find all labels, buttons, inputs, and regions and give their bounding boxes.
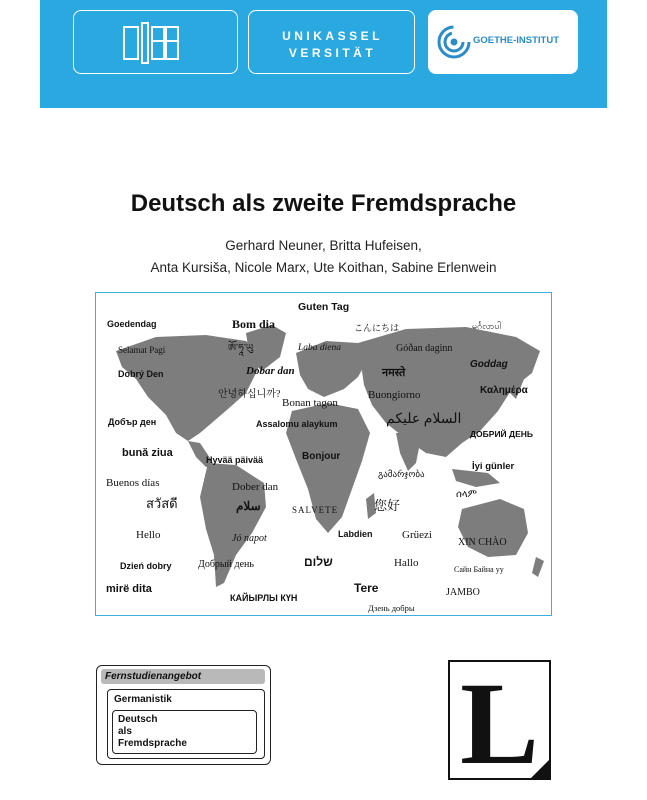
- greeting-label: Дзень добры: [368, 603, 415, 613]
- greeting-label: Bom dia: [232, 317, 276, 331]
- uni-kassel-text: UNIKASSEL VERSITÄT: [282, 29, 383, 60]
- greeting-label: SALVETE: [292, 505, 339, 515]
- page-fold-icon: [529, 758, 551, 780]
- greeting-label: Laba diena: [298, 343, 342, 353]
- greeting-label: السلام عليكم: [386, 412, 462, 427]
- greeting-label: ሰላም: [456, 489, 478, 500]
- greeting-label: 您好: [374, 498, 401, 513]
- greeting-label: Góðan daginn: [396, 343, 453, 354]
- greeting-label: გამარჯობა: [378, 469, 425, 479]
- study-box-line: als: [118, 726, 132, 737]
- greeting-label: ДОБРИЙ ДЕНЬ: [470, 429, 533, 439]
- greeting-label: שלום: [304, 555, 333, 569]
- difuni-logo-icon: [122, 21, 182, 65]
- difuni-logo: [73, 10, 238, 74]
- greeting-label: Dobrý Den: [118, 369, 164, 379]
- greeting-label: XIN CHÀO: [458, 537, 507, 548]
- greeting-label: नमस्ते: [382, 367, 406, 379]
- greeting-label: KIA ORA: [200, 431, 237, 441]
- greeting-label: mirë dita: [106, 583, 152, 595]
- greeting-label: 안녕하십니까?: [218, 389, 281, 400]
- greeting-label: Tere: [354, 581, 379, 595]
- greeting-label: Сайн Байна уу: [454, 565, 504, 574]
- greeting-label: Buongiorno: [368, 389, 421, 401]
- greeting-label: Hello: [136, 529, 161, 541]
- book-title: Deutsch als zweite Fremdsprache: [130, 190, 517, 217]
- greeting-label: Dober dan: [232, 481, 279, 493]
- header-bar: [40, 0, 607, 108]
- greeting-label: سلام: [236, 499, 261, 513]
- greeting-label: JAMBO: [446, 587, 480, 598]
- study-box-line: Deutsch: [118, 714, 158, 725]
- greeting-label: КАЙЫРЛЫ КҮН: [230, 593, 298, 603]
- greeting-label: Bonan tagon: [282, 397, 338, 409]
- greeting-label: Добър ден: [108, 417, 157, 427]
- greeting-label: İyi günler: [472, 461, 515, 472]
- study-box-label: Germanistik: [114, 694, 172, 705]
- goethe-swirl-icon: [437, 25, 471, 59]
- goethe-institut-text: GOETHE-INSTITUT: [473, 35, 560, 46]
- greeting-label: Buenos días: [106, 477, 160, 489]
- greeting-label: Guten Tag: [298, 301, 350, 313]
- greeting-label: Dobar dan: [246, 365, 295, 377]
- greeting-label: bună ziua: [122, 447, 173, 459]
- goethe-logo: [428, 10, 578, 74]
- greeting-label: Добрый день: [198, 559, 254, 570]
- world-map-illustration: [95, 292, 552, 616]
- langenscheidt-l-letter: L: [460, 658, 539, 789]
- study-box-germanistik: [107, 689, 265, 759]
- study-box-line: Fremdsprache: [118, 738, 187, 749]
- greeting-label: Bonjour: [302, 451, 341, 462]
- greeting-label: Dzień dobry: [120, 561, 172, 571]
- greeting-label: Jó napot: [232, 533, 267, 544]
- authors-line-2: Anta Kursiša, Nicole Marx, Ute Koithan, Sabine Erlenwein: [150, 260, 497, 275]
- greeting-label: Hallo: [394, 557, 419, 569]
- greeting-label: Hyvää päivää: [206, 455, 264, 465]
- uni-kassel-logo: [248, 10, 415, 74]
- greeting-label: မင်္ဂလာပါ: [472, 321, 502, 331]
- greeting-label: Grüezi: [402, 529, 432, 541]
- greeting-label: Goddag: [470, 359, 508, 370]
- langenscheidt-logo: [448, 658, 551, 789]
- greeting-label: Selamat Pagi: [118, 345, 166, 355]
- greeting-label: Goedendag: [107, 319, 157, 329]
- greeting-label: Labdien: [338, 529, 373, 539]
- greeting-label: สวัสดี: [146, 496, 178, 511]
- authors-line-1: Gerhard Neuner, Britta Hufeisen,: [225, 238, 422, 253]
- greeting-label: こんにちは: [354, 323, 400, 333]
- greeting-label: Assalomu alaykum: [256, 419, 338, 429]
- greeting-label: ཨོ་ཧཱ་ཡུ: [228, 343, 254, 354]
- distance-learning-box: [96, 665, 271, 765]
- study-box-inner: [112, 710, 257, 754]
- study-box-header: Fernstudienangebot: [101, 669, 265, 684]
- greeting-label: Καλημέρα: [480, 385, 528, 396]
